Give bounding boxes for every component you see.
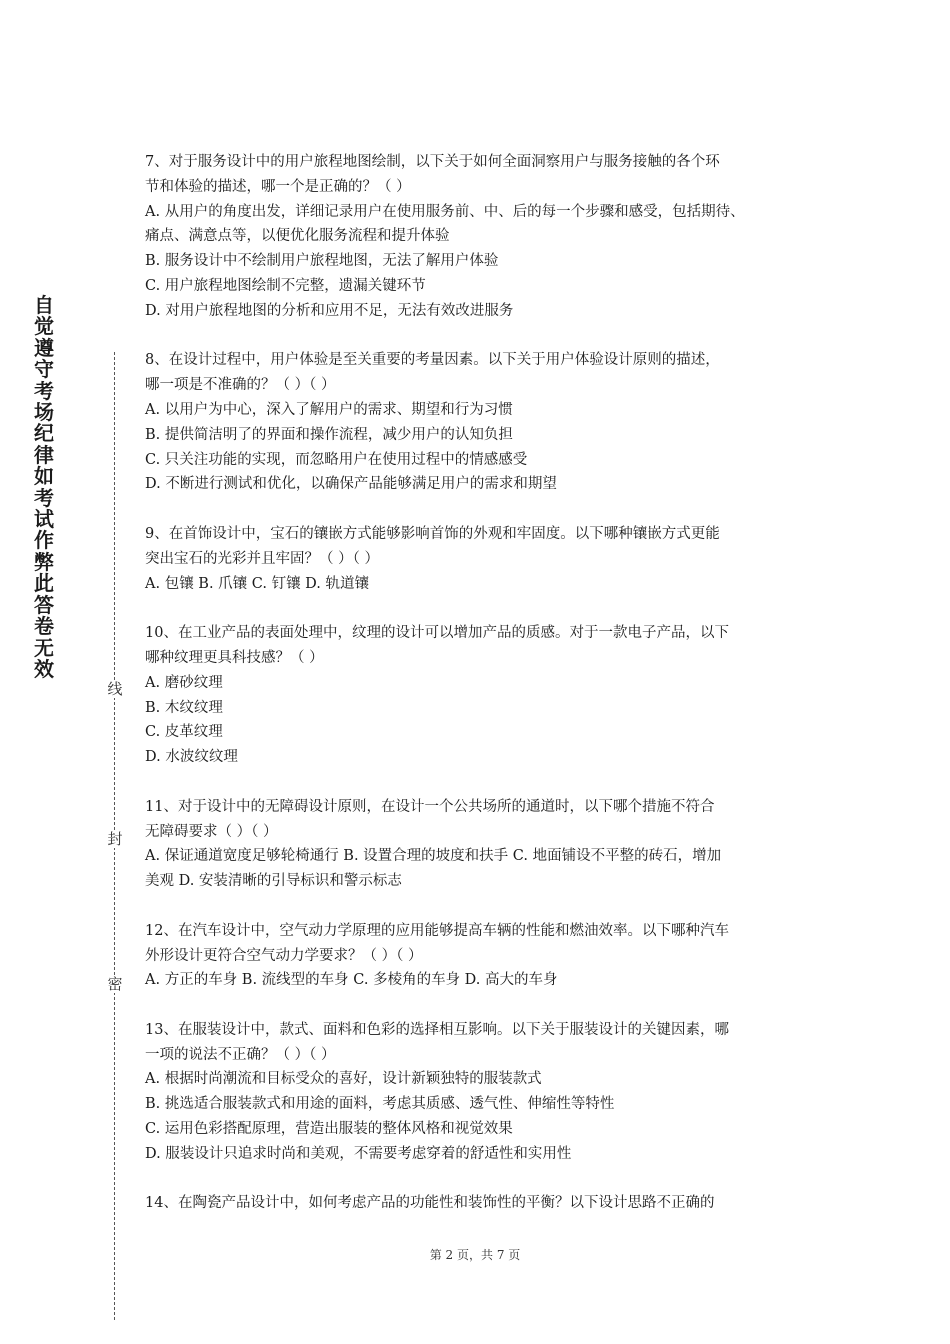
question-8 bbox=[145, 348, 825, 497]
option-a: A. 磨砂纹理 bbox=[145, 674, 223, 691]
question-12 bbox=[145, 919, 825, 993]
page-footer: 第 2 页，共 7 页 bbox=[429, 1248, 521, 1262]
question-stem: 7、对于服务设计中的用户旅程地图绘制，以下关于如何全面洞察用户与服务接触的各个环 bbox=[145, 154, 720, 170]
question-stem: 无障碍要求（ ）（ ） bbox=[145, 823, 278, 840]
binding-mark-line: 线 bbox=[107, 680, 123, 698]
question-14 bbox=[145, 1191, 825, 1216]
options-inline: A. 方正的车身 B. 流线型的车身 C. 多棱角的车身 D. 高大的车身 bbox=[145, 972, 558, 989]
question-list bbox=[145, 150, 825, 1241]
exam-discipline-notice: 自觉遵守考场纪律如考试作弊此答卷无效 bbox=[34, 293, 54, 681]
question-stem: 13、在服装设计中，款式、面料和色彩的选择相互影响。以下关于服装设计的关键因素，哪 bbox=[145, 1021, 729, 1038]
option-c: C. 皮革纹理 bbox=[145, 724, 223, 741]
question-10 bbox=[145, 621, 825, 770]
question-stem: 11、对于设计中的无障碍设计原则，在设计一个公共场所的通道时，以下哪个措施不符合 bbox=[145, 798, 715, 815]
question-stem: 10、在工业产品的表面处理中，纹理的设计可以增加产品的质感。对于一款电子产品，以下 bbox=[145, 625, 729, 642]
question-7 bbox=[145, 150, 825, 324]
question-stem: 突出宝石的光彩并且牢固？（ ）（ ） bbox=[145, 550, 379, 567]
option-b: B. 提供简洁明了的界面和操作流程，减少用户的认知负担 bbox=[145, 426, 513, 443]
option-b: B. 挑选适合服装款式和用途的面料，考虑其质感、透气性、伸缩性等特性 bbox=[145, 1096, 615, 1113]
option-b: B. 服务设计中不绘制用户旅程地图，无法了解用户体验 bbox=[145, 253, 499, 270]
question-stem: 8、在设计过程中，用户体验是至关重要的考量因素。以下关于用户体验设计原则的描述， bbox=[145, 352, 720, 369]
options-inline: A. 保证通道宽度足够轮椅通行 B. 设置合理的坡度和扶手 C. 地面铺设不平整的砖石，增加 bbox=[145, 848, 722, 865]
option-a: A. 根据时尚潮流和目标受众的喜好，设计新颖独特的服装款式 bbox=[145, 1071, 542, 1088]
option-c: C. 只关注功能的实现，而忽略用户在使用过程中的情感感受 bbox=[145, 451, 528, 468]
binding-mark-seal: 封 bbox=[107, 830, 123, 848]
binding-mark-secret: 密 bbox=[107, 975, 123, 993]
question-13 bbox=[145, 1018, 825, 1167]
question-stem: 节和体验的描述，哪一个是正确的？（ ） bbox=[145, 178, 411, 195]
question-stem: 哪一项是不准确的？（ ）（ ） bbox=[145, 377, 336, 394]
option-b: B. 木纹纹理 bbox=[145, 699, 223, 716]
option-d: D. 水波纹纹理 bbox=[145, 749, 238, 766]
option-d: D. 对用户旅程地图的分析和应用不足，无法有效改进服务 bbox=[145, 302, 514, 319]
option-d: D. 不断进行测试和优化，以确保产品能够满足用户的需求和期望 bbox=[145, 476, 557, 493]
option-d: D. 服装设计只追求时尚和美观，不需要考虑穿着的舒适性和实用性 bbox=[145, 1145, 572, 1162]
question-stem: 外形设计更符合空气动力学要求？（ ）（ ） bbox=[145, 947, 423, 964]
question-stem: 14、在陶瓷产品设计中，如何考虑产品的功能性和装饰性的平衡？以下设计思路不正确的 bbox=[145, 1195, 715, 1212]
question-stem: 12、在汽车设计中，空气动力学原理的应用能够提高车辆的性能和燃油效率。以下哪种汽车 bbox=[145, 922, 729, 939]
question-stem: 一项的说法不正确？（ ）（ ） bbox=[145, 1046, 336, 1063]
question-9 bbox=[145, 522, 825, 596]
option-a-cont: 痛点、满意点等，以便优化服务流程和提升体验 bbox=[145, 228, 450, 245]
option-c: C. 用户旅程地图绘制不完整，遗漏关键环节 bbox=[145, 277, 426, 294]
question-stem: 哪种纹理更具科技感？（ ） bbox=[145, 649, 324, 666]
question-stem: 9、在首饰设计中，宝石的镶嵌方式能够影响首饰的外观和牢固度。以下哪种镶嵌方式更能 bbox=[145, 525, 720, 542]
option-c: C. 运用色彩搭配原理，营造出服装的整体风格和视觉效果 bbox=[145, 1121, 513, 1138]
question-11 bbox=[145, 795, 825, 894]
option-a: A. 从用户的角度出发，详细记录用户在使用服务前、中、后的每一个步骤和感受，包括期待、 bbox=[145, 203, 745, 220]
options-inline-cont: 美观 D. 安装清晰的引导标识和警示标志 bbox=[145, 873, 402, 890]
options-inline: A. 包镶 B. 爪镶 C. 钉镶 D. 轨道镶 bbox=[145, 575, 370, 592]
option-a: A. 以用户为中心，深入了解用户的需求、期望和行为习惯 bbox=[145, 401, 513, 418]
